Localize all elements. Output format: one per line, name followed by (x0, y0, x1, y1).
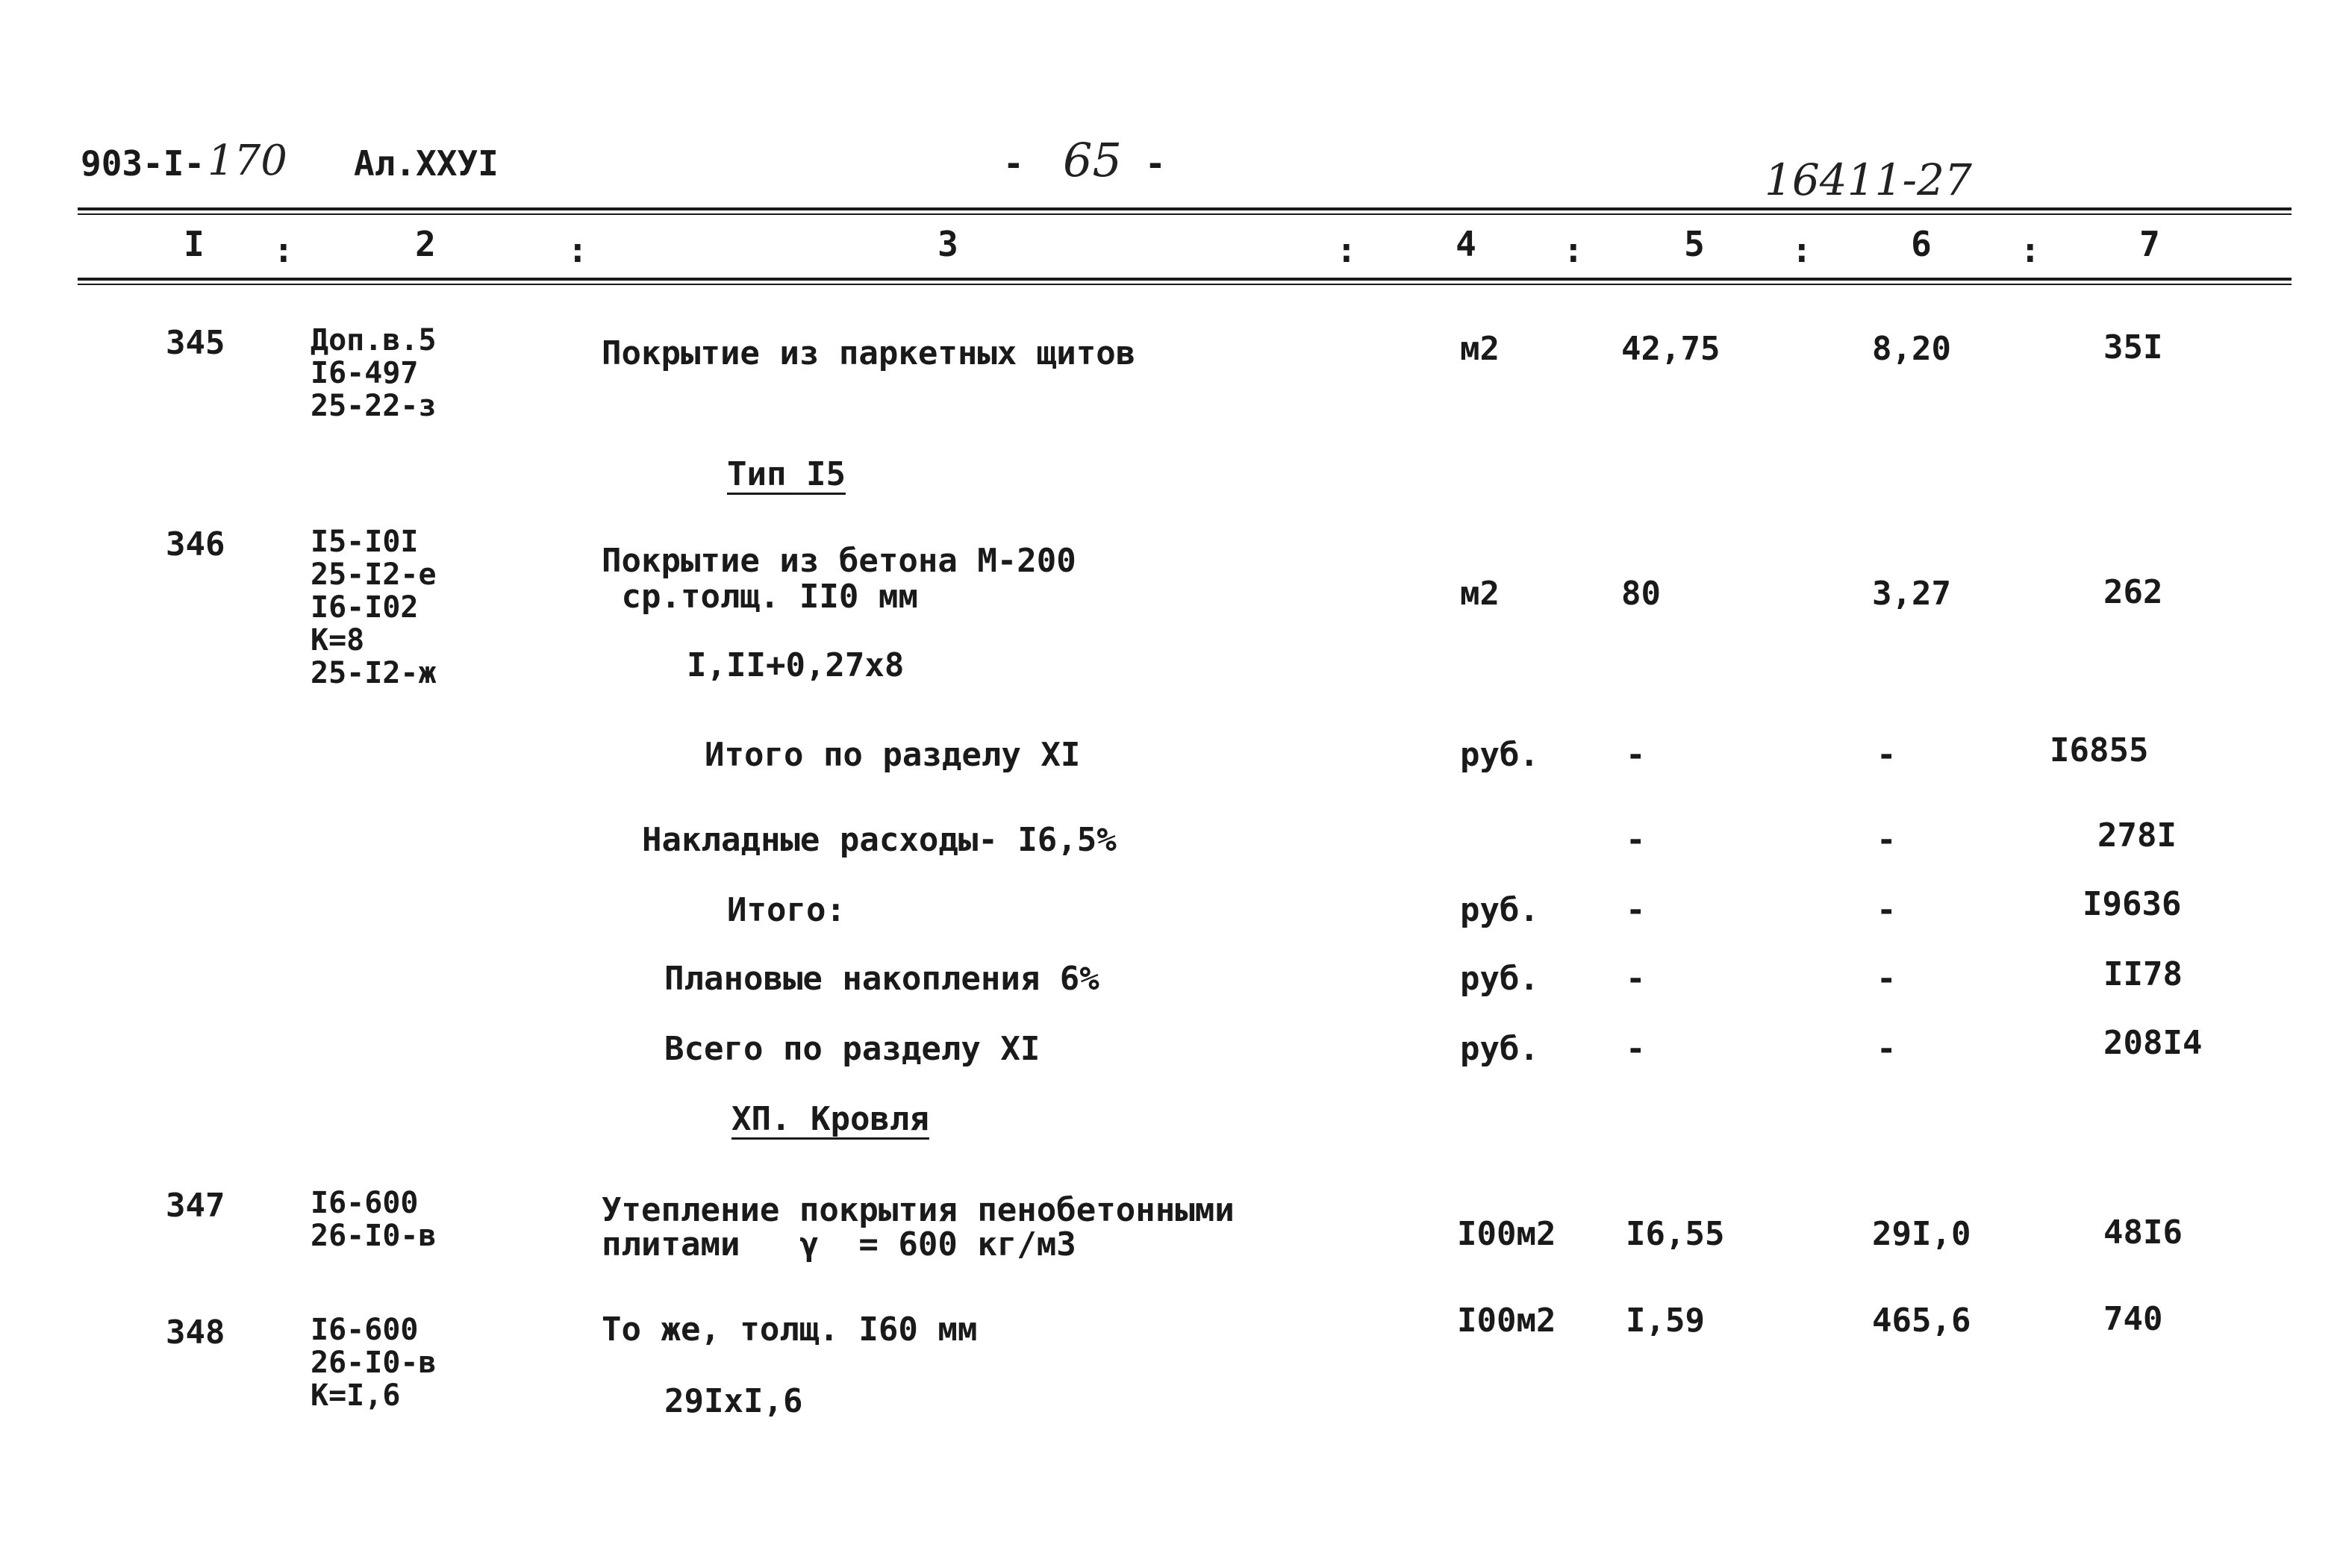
subtotal-qty: - (1626, 891, 1646, 929)
section-xii-title: XП. Кровля (731, 1100, 929, 1138)
row-347-number: 347 (166, 1187, 225, 1225)
planned-savings-value: II78 (2103, 955, 2183, 993)
column-separator: : (2020, 230, 2041, 270)
column-separator: : (1791, 230, 1812, 270)
row-346-quantity: 80 (1621, 575, 1661, 613)
album-label: Ал.XXУI (354, 143, 499, 184)
total-section-xi-value: I6855 (2050, 731, 2149, 769)
row-345-number: 345 (166, 324, 225, 362)
row-348-quantity: I,59 (1626, 1302, 1705, 1340)
section-title-type15: Тип I5 (727, 455, 846, 493)
top-rule (78, 207, 2292, 210)
subtotal-price: - (1877, 891, 1897, 929)
total-section-xi-label: Итого по разделу XI (705, 736, 1081, 774)
subtotal-unit: руб. (1460, 891, 1539, 929)
row-347-total: 48I6 (2103, 1214, 2183, 1252)
stamp-number: 16411-27 (1765, 154, 1972, 205)
total-section-xi-qty: - (1626, 736, 1646, 774)
grand-total-qty: - (1626, 1030, 1646, 1068)
row-346-code-4: К=8 (311, 623, 365, 658)
row-347-price: 29I,0 (1872, 1215, 1971, 1253)
grand-total-value: 208I4 (2103, 1024, 2203, 1062)
row-348-unit: I00м2 (1457, 1302, 1556, 1340)
row-348-code-1: I6-600 (311, 1313, 419, 1347)
grand-total-price: - (1877, 1030, 1897, 1068)
row-346-code-2: 25-I2-е (311, 557, 437, 592)
page-number: 65 (1063, 133, 1122, 187)
column-header-6: 6 (1911, 224, 1932, 264)
row-346-calculation: I,II+0,27х8 (687, 646, 905, 684)
row-348-code-3: К=I,6 (311, 1378, 401, 1413)
row-345-code-2: I6-497 (311, 356, 419, 390)
column-separator: : (1336, 230, 1357, 270)
header-rule (78, 278, 2292, 281)
column-header-4: 4 (1456, 224, 1476, 264)
planned-savings-price: - (1877, 960, 1897, 998)
planned-savings-qty: - (1626, 960, 1646, 998)
overhead-value: 278I (2097, 816, 2177, 855)
column-header-1: I (184, 224, 205, 264)
column-header-7: 7 (2139, 224, 2160, 264)
row-346-code-3: I6-I02 (311, 590, 419, 625)
row-348-description: То же, толщ. I60 мм (602, 1311, 978, 1349)
top-rule-thin (78, 213, 2292, 215)
overhead-label: Накладные расходы- I6,5% (642, 821, 1117, 859)
row-347-code-2: 26-I0-в (311, 1219, 437, 1253)
overhead-qty: - (1626, 821, 1646, 859)
grand-total-unit: руб. (1460, 1030, 1539, 1068)
row-345-code-3: 25-22-з (311, 389, 437, 423)
row-345-code-1: Доп.в.5 (311, 323, 437, 357)
overhead-price: - (1877, 821, 1897, 859)
row-346-code-1: I5-I0I (311, 525, 419, 559)
column-header-2: 2 (415, 224, 436, 264)
row-348-code-2: 26-I0-в (311, 1346, 437, 1380)
row-347-quantity: I6,55 (1626, 1215, 1725, 1253)
row-347-description-1: Утепление покрытия пенобетонными (602, 1191, 1235, 1229)
header-rule-thin (78, 284, 2292, 285)
row-348-total: 740 (2103, 1300, 2163, 1338)
page-number-dash-right: - (1145, 143, 1166, 184)
row-348-price: 465,6 (1872, 1302, 1971, 1340)
subtotal-value: I9636 (2083, 885, 2182, 923)
page-number-dash-left: - (1003, 143, 1024, 184)
row-348-calculation: 29IхI,6 (664, 1382, 803, 1420)
row-347-description-2: плитами γ = 600 кг/м3 (602, 1225, 1076, 1264)
row-345-quantity: 42,75 (1621, 330, 1720, 368)
row-348-number: 348 (166, 1314, 225, 1352)
grand-total-label: Всего по разделу XI (664, 1030, 1041, 1068)
row-346-number: 346 (166, 525, 225, 563)
total-section-xi-unit: руб. (1460, 736, 1539, 774)
column-separator: : (567, 230, 588, 270)
row-346-total: 262 (2103, 573, 2163, 611)
subtotal-label: Итого: (727, 891, 846, 929)
row-346-description-2: ср.толщ. II0 мм (602, 578, 918, 616)
row-347-unit: I00м2 (1457, 1215, 1556, 1253)
row-347-code-1: I6-600 (311, 1186, 419, 1220)
planned-savings-label: Плановые накопления 6% (664, 960, 1099, 998)
row-345-price: 8,20 (1872, 330, 1951, 368)
row-345-total: 35I (2103, 328, 2163, 366)
row-345-description: Покрытие из паркетных щитов (602, 334, 1136, 372)
row-346-price: 3,27 (1872, 575, 1951, 613)
planned-savings-unit: руб. (1460, 960, 1539, 998)
row-346-code-5: 25-I2-ж (311, 656, 437, 690)
row-346-unit: м2 (1460, 575, 1500, 613)
column-separator: : (1563, 230, 1584, 270)
total-section-xi-price: - (1877, 736, 1897, 774)
column-header-3: 3 (938, 224, 958, 264)
doc-code-hand: 170 (208, 137, 287, 185)
row-345-unit: м2 (1460, 330, 1500, 368)
doc-code: 903-I- (81, 143, 205, 184)
column-header-5: 5 (1684, 224, 1705, 264)
column-separator: : (273, 230, 294, 270)
row-346-description-1: Покрытие из бетона М-200 (602, 542, 1076, 580)
